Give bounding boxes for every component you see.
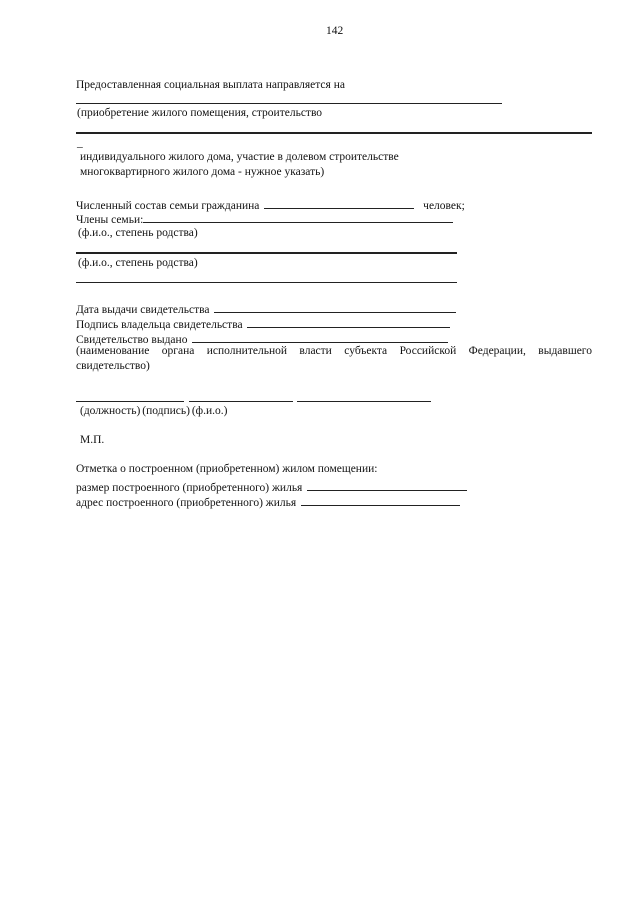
cert-signature-label: Подпись владельца свидетельства xyxy=(76,319,243,331)
family-member-line-2[interactable] xyxy=(76,252,457,254)
dwelling-address-row xyxy=(76,494,460,510)
payout-purpose-hint-2: индивидуального жилого дома, участие в долевом строительстве xyxy=(80,151,399,163)
cert-signature-row xyxy=(76,316,450,332)
cert-authority-hint-1: (наименование органа исполнительной власти субъекта Российской Федерации, выдавшего xyxy=(76,345,592,357)
payout-purpose-hint-1: (приобретение жилого помещения, строительство xyxy=(77,107,323,119)
stamp-place: М.П. xyxy=(80,434,105,446)
cert-signature-field[interactable] xyxy=(247,316,450,328)
position-line[interactable] xyxy=(76,401,184,402)
family-members-label: Члены семьи: xyxy=(76,214,144,226)
dwelling-size-row xyxy=(76,479,467,495)
cert-authority-hint-2: свидетельство) xyxy=(76,360,150,372)
dwelling-size-label: размер построенного (приобретенного) жилья xyxy=(76,482,303,494)
payout-blank-line-2[interactable] xyxy=(76,132,592,134)
family-size-unit: человек; xyxy=(423,200,465,212)
dwelling-address-label: адрес построенного (приобретенного) жилья xyxy=(76,497,297,509)
family-member-hint-2: (ф.и.о., степень родства) xyxy=(78,257,198,269)
payout-dash: _ xyxy=(77,137,83,149)
cert-issued-label: Свидетельство выдано xyxy=(76,334,188,346)
family-size-field[interactable] xyxy=(264,197,414,209)
signature-line[interactable] xyxy=(189,401,293,402)
cert-issued-field[interactable] xyxy=(192,331,448,343)
family-member-hint-1: (ф.и.о., степень родства) xyxy=(78,227,198,239)
signature-hint: (должность) (подпись) (ф.и.о.) xyxy=(80,405,228,417)
page-number: 142 xyxy=(326,25,344,37)
payout-heading: Предоставленная социальная выплата направляется на xyxy=(76,79,345,91)
payout-purpose-hint-3: многоквартирного жилого дома - нужное указать) xyxy=(80,166,325,178)
dwelling-address-field[interactable] xyxy=(301,494,460,506)
cert-date-field[interactable] xyxy=(214,301,456,313)
dwelling-mark-label: Отметка о построенном (приобретенном) жилом помещении: xyxy=(76,463,378,475)
family-members-row xyxy=(76,211,453,227)
family-size-label: Численный состав семьи гражданина xyxy=(76,200,260,212)
payout-blank-line-1[interactable] xyxy=(76,103,502,104)
dwelling-size-field[interactable] xyxy=(307,479,467,491)
family-member-line-3[interactable] xyxy=(76,282,457,283)
family-members-field[interactable] xyxy=(143,211,453,223)
fullname-line[interactable] xyxy=(297,401,431,402)
cert-date-label: Дата выдачи свидетельства xyxy=(76,304,210,316)
cert-date-row xyxy=(76,301,456,317)
